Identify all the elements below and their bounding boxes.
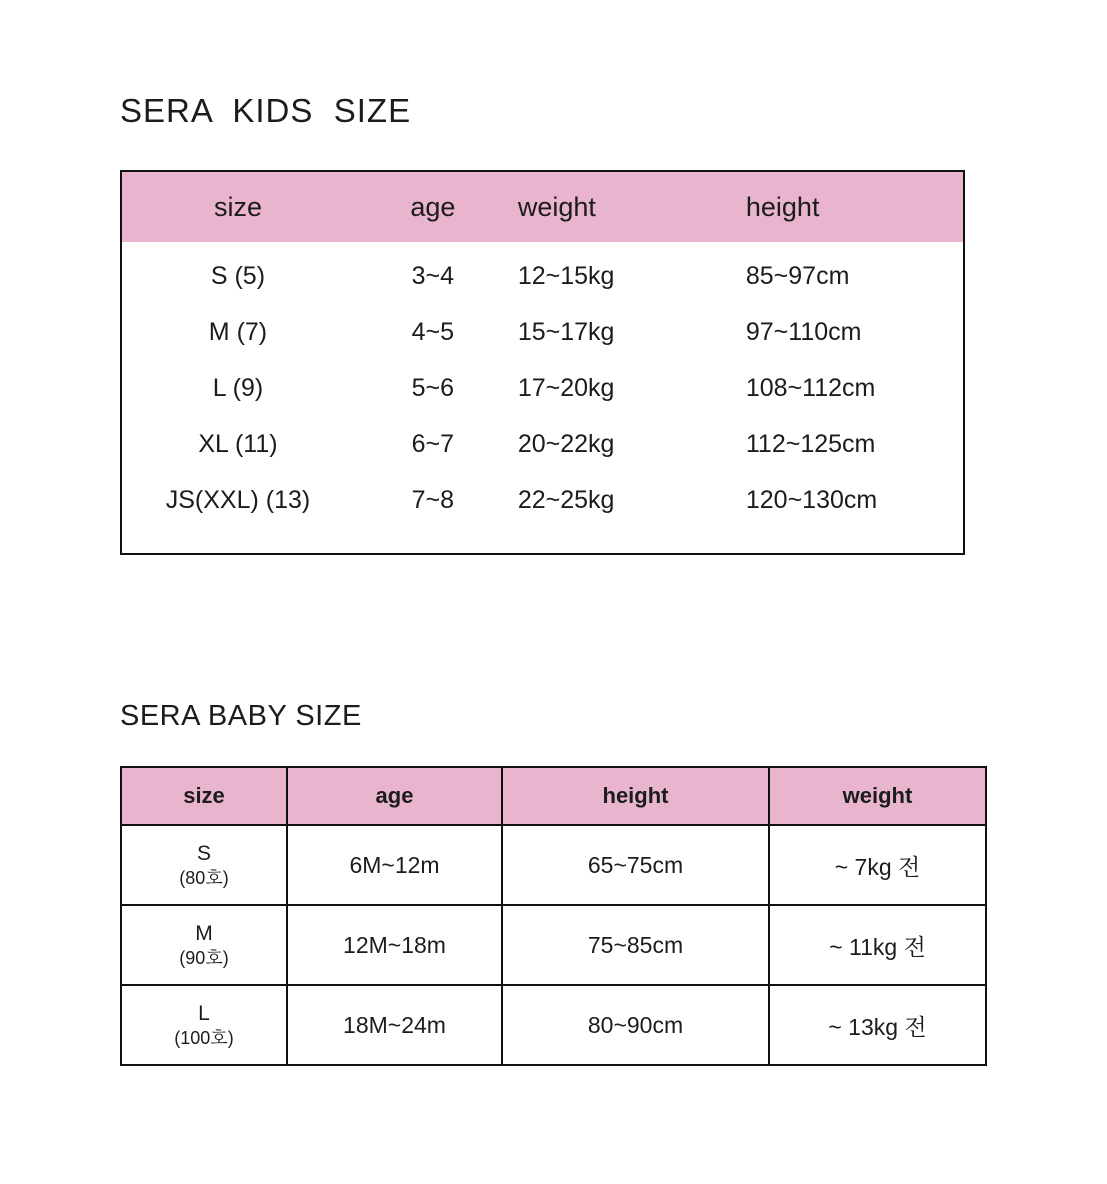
- baby-size-main: S: [196, 841, 211, 865]
- table-row: [122, 304, 963, 360]
- baby-cell-weight: ~ 11kg 전: [769, 905, 986, 985]
- kids-cell-size: JS(XXL) (13): [165, 485, 311, 514]
- table-row: [122, 360, 963, 416]
- baby-size-main: M: [195, 921, 213, 945]
- kids-header-size: size: [213, 191, 262, 222]
- table-row: [121, 985, 986, 1065]
- kids-cell-age: 4~5: [411, 317, 455, 346]
- kids-header-weight: weight: [517, 191, 596, 222]
- table-row: [122, 472, 963, 528]
- baby-size-main: L: [198, 1001, 210, 1025]
- baby-size-table: [120, 766, 987, 1066]
- baby-cell-height: 65~75cm: [502, 825, 769, 905]
- baby-size-sub: (90호): [179, 947, 229, 968]
- baby-cell-age: 12M~18m: [287, 905, 502, 985]
- baby-header-weight: weight: [769, 767, 986, 825]
- kids-cell-size: L (9): [212, 373, 264, 402]
- kids-cell-size: XL (11): [198, 429, 278, 458]
- kids-cell-size: S (5): [210, 261, 266, 290]
- baby-size-title: SERA BABY SIZE: [120, 700, 362, 732]
- kids-table-body: [122, 242, 963, 528]
- kids-cell-weight: 12~15kg: [517, 261, 615, 290]
- kids-cell-height: 112~125cm: [745, 429, 876, 458]
- kids-cell-age: 5~6: [411, 373, 455, 402]
- baby-cell-weight: ~ 13kg 전: [769, 985, 986, 1065]
- kids-cell-weight: 17~20kg: [517, 373, 615, 402]
- table-row: [121, 825, 986, 905]
- table-row: [122, 416, 963, 472]
- kids-cell-weight: 15~17kg: [517, 317, 615, 346]
- kids-cell-height: 85~97cm: [745, 261, 850, 290]
- kids-cell-age: 3~4: [411, 261, 455, 290]
- kids-cell-height: 120~130cm: [745, 485, 878, 514]
- baby-size-sub: (80호): [179, 867, 229, 888]
- baby-cell-age: 18M~24m: [287, 985, 502, 1065]
- kids-cell-height: 108~112cm: [745, 373, 876, 402]
- kids-size-title: SERA KIDS SIZE: [120, 92, 412, 129]
- baby-header-height: height: [502, 767, 769, 825]
- baby-cell-weight: ~ 7kg 전: [769, 825, 986, 905]
- baby-size-sub: (100호): [174, 1027, 234, 1048]
- baby-cell-size: [121, 905, 287, 985]
- kids-cell-weight: 20~22kg: [517, 429, 615, 458]
- baby-cell-height: 75~85cm: [502, 905, 769, 985]
- baby-cell-size: [121, 825, 287, 905]
- kids-size-table: [120, 170, 965, 555]
- baby-cell-height: 80~90cm: [502, 985, 769, 1065]
- kids-cell-size: M (7): [208, 317, 268, 346]
- kids-cell-weight: 22~25kg: [517, 485, 615, 514]
- kids-header-age: age: [410, 191, 456, 222]
- baby-header-age: age: [287, 767, 502, 825]
- baby-table-header-row: [121, 767, 986, 825]
- kids-header-height: height: [745, 191, 820, 222]
- kids-cell-age: 7~8: [411, 485, 455, 514]
- table-row: [121, 905, 986, 985]
- table-row: [122, 248, 963, 304]
- baby-header-size: size: [121, 767, 287, 825]
- kids-cell-age: 6~7: [411, 429, 455, 458]
- baby-cell-age: 6M~12m: [287, 825, 502, 905]
- baby-cell-size: [121, 985, 287, 1065]
- kids-cell-height: 97~110cm: [745, 317, 862, 346]
- kids-table-header-row: [122, 172, 963, 242]
